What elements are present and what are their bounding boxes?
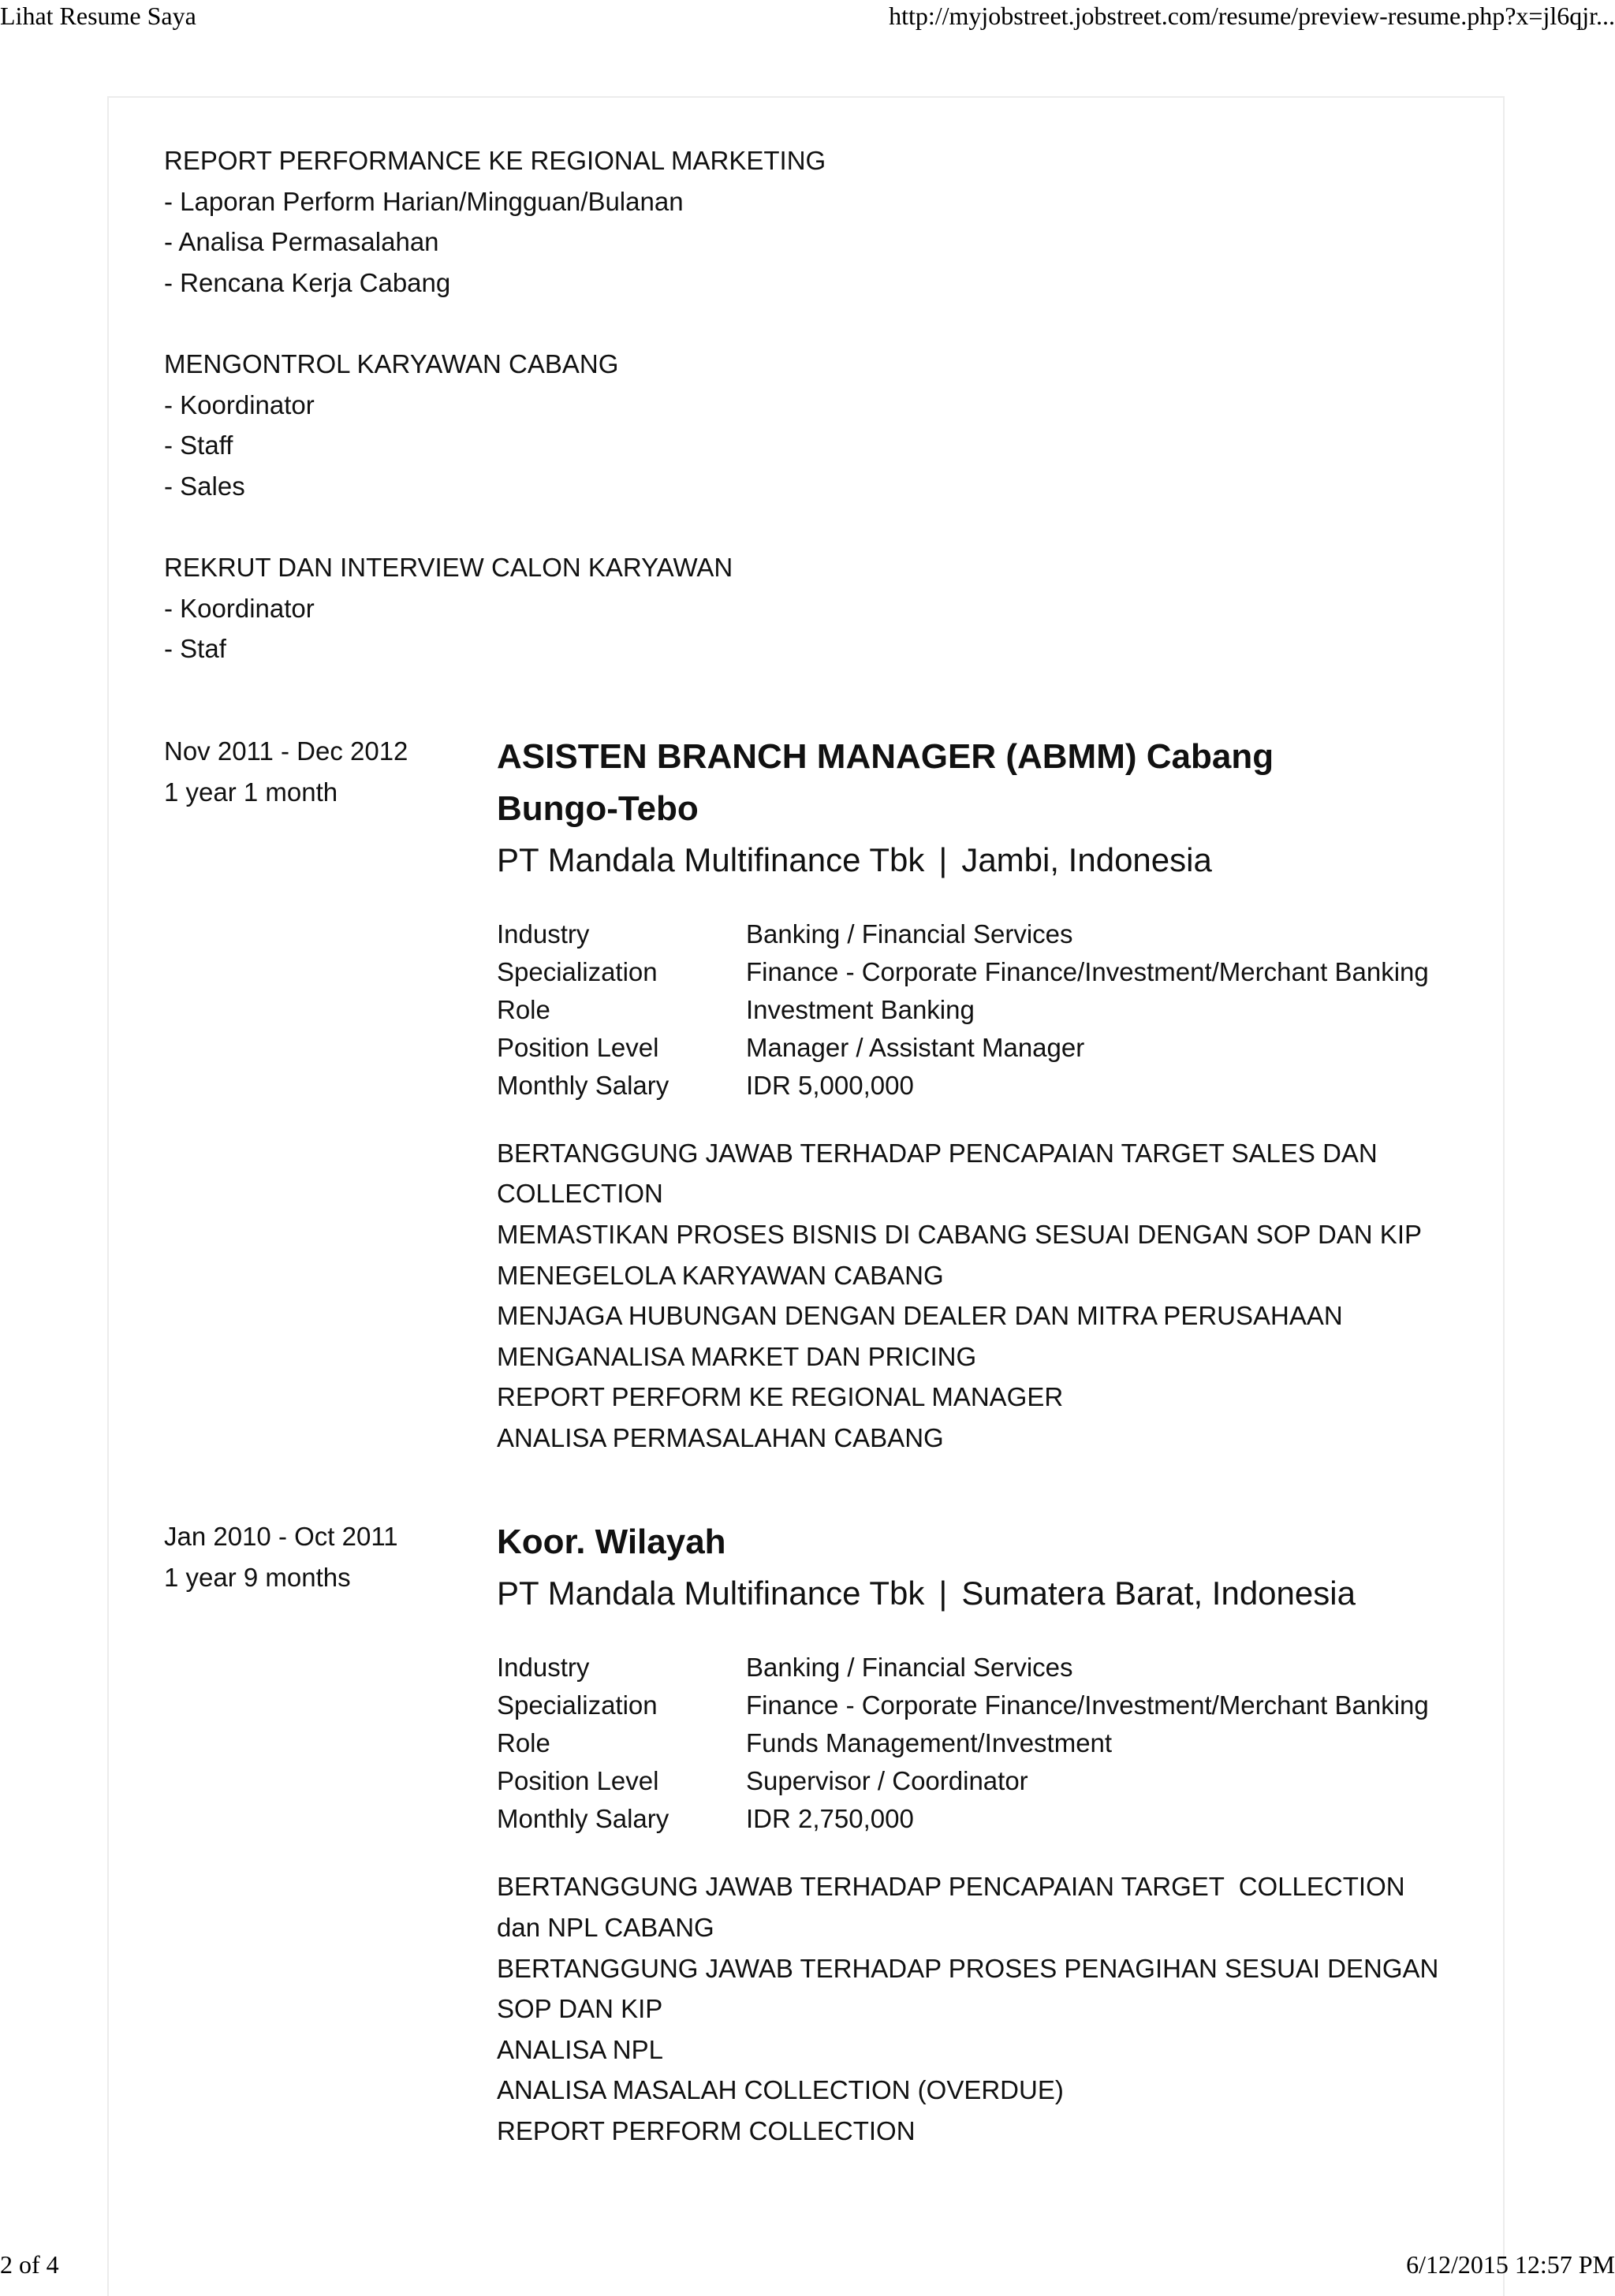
job-location: Jambi, Indonesia [961, 840, 1212, 878]
print-footer [0, 2249, 1615, 2283]
description-line: dan NPL CABANG [497, 1913, 714, 1943]
job-location: Sumatera Barat, Indonesia [961, 1575, 1356, 1612]
attr-row-monthly-salary [497, 1800, 1429, 1838]
job-dates [164, 1516, 479, 1598]
job-details [497, 1516, 1457, 2151]
company-name: PT Mandala Multifinance Tbk [497, 1575, 925, 1612]
page-title: Lihat Resume Saya [0, 2, 196, 30]
job-description [497, 1866, 1457, 2151]
job-dates [164, 731, 479, 813]
description-line: BERTANGGUNG JAWAB TERHADAP PENCAPAIAN TARGET COLLECTION [497, 1872, 1405, 1902]
job-entry [164, 1516, 1457, 2151]
attr-row-specialization [497, 1687, 1429, 1724]
attr-row-role [497, 991, 1429, 1029]
print-header [0, 0, 1615, 35]
job-title [497, 731, 1457, 835]
responsibility-block [164, 140, 1457, 303]
description-line: REPORT PERFORM COLLECTION [497, 2116, 916, 2146]
list-item: - Sales [164, 471, 245, 501]
job-title-line: Koor. Wilayah [497, 1523, 726, 1562]
description-line: MEMASTIKAN PROSES BISNIS DI CABANG SESUAI DENGAN SOP DAN KIP [497, 1219, 1422, 1249]
job-period: Nov 2011 - Dec 2012 [164, 736, 408, 766]
separator: | [938, 1575, 948, 1612]
description-line: MENJAGA HUBUNGAN DENGAN DEALER DAN MITRA PERUSAHAAN [497, 1301, 1343, 1331]
attr-value: Investment Banking [746, 994, 975, 1024]
resume-content [164, 140, 1457, 2152]
attr-value: IDR 5,000,000 [746, 1070, 914, 1100]
block-heading: REPORT PERFORMANCE KE REGIONAL MARKETING [164, 146, 826, 175]
attr-value: IDR 2,750,000 [746, 1804, 914, 1834]
description-line: BERTANGGUNG JAWAB TERHADAP PROSES PENAGIHAN SESUAI DENGAN [497, 1953, 1439, 1983]
responsibility-block [164, 547, 1457, 669]
description-line: ANALISA NPL [497, 2034, 663, 2064]
attr-label: Industry [497, 919, 590, 949]
page-indicator: 2 of 4 [0, 2250, 59, 2279]
attr-value: Supervisor / Coordinator [746, 1766, 1028, 1796]
attr-label: Position Level [497, 1766, 659, 1796]
list-item: - Staff [164, 430, 233, 460]
attr-value: Banking / Financial Services [746, 1653, 1073, 1683]
description-line: COLLECTION [497, 1179, 663, 1209]
attr-row-specialization [497, 953, 1429, 991]
description-line: ANALISA MASALAH COLLECTION (OVERDUE) [497, 2075, 1064, 2105]
job-attributes [497, 1649, 1429, 1838]
attr-row-position-level [497, 1029, 1429, 1067]
job-duration: 1 year 1 month [164, 777, 338, 807]
job-details [497, 731, 1457, 1459]
responsibility-block [164, 344, 1457, 506]
list-item: - Rencana Kerja Cabang [164, 267, 451, 297]
page-url[interactable]: http://myjobstreet.jobstreet.com/resume/preview-resume.php?x=jl6qjr... [889, 2, 1615, 30]
description-line: SOP DAN KIP [497, 1994, 663, 2024]
separator: | [938, 840, 948, 878]
list-item: - Staf [164, 634, 226, 664]
job-company-location [497, 835, 1457, 885]
list-item: - Koordinator [164, 593, 315, 623]
job-entry [164, 731, 1457, 1459]
job-company-location [497, 1568, 1457, 1619]
print-datetime: 6/12/2015 12:57 PM [1406, 2250, 1615, 2279]
list-item: - Koordinator [164, 390, 315, 419]
attr-value: Finance - Corporate Finance/Investment/Merchant Banking [746, 1690, 1429, 1720]
description-line: REPORT PERFORM KE REGIONAL MANAGER [497, 1382, 1064, 1412]
attr-label: Role [497, 1728, 550, 1758]
attr-value: Finance - Corporate Finance/Investment/Merchant Banking [746, 956, 1429, 986]
attr-label: Specialization [497, 1690, 658, 1720]
attr-label: Monthly Salary [497, 1070, 669, 1100]
description-line: BERTANGGUNG JAWAB TERHADAP PENCAPAIAN TARGET SALES DAN [497, 1138, 1378, 1168]
job-title [497, 1516, 1457, 1568]
attr-row-position-level [497, 1762, 1429, 1800]
job-duration: 1 year 9 months [164, 1563, 351, 1593]
attr-row-role [497, 1724, 1429, 1762]
job-title-line: ASISTEN BRANCH MANAGER (ABMM) Cabang [497, 736, 1274, 776]
attr-row-industry [497, 915, 1429, 953]
attr-label: Monthly Salary [497, 1804, 669, 1834]
attr-value: Funds Management/Investment [746, 1728, 1113, 1758]
list-item: - Analisa Permasalahan [164, 227, 439, 257]
job-description [497, 1133, 1457, 1459]
attr-label: Position Level [497, 1032, 659, 1062]
attr-value: Banking / Financial Services [746, 919, 1073, 949]
description-line: ANALISA PERMASALAHAN CABANG [497, 1422, 944, 1452]
block-heading: MENGONTROL KARYAWAN CABANG [164, 348, 619, 378]
attr-label: Role [497, 994, 550, 1024]
block-heading: REKRUT DAN INTERVIEW CALON KARYAWAN [164, 552, 733, 582]
description-line: MENEGELOLA KARYAWAN CABANG [497, 1260, 944, 1290]
job-period: Jan 2010 - Oct 2011 [164, 1522, 398, 1552]
attr-label: Industry [497, 1653, 590, 1683]
job-title-line: Bungo-Tebo [497, 788, 699, 828]
description-line: MENGANALISA MARKET DAN PRICING [497, 1341, 977, 1371]
attr-row-industry [497, 1649, 1429, 1687]
attr-label: Specialization [497, 956, 658, 986]
attr-row-monthly-salary [497, 1067, 1429, 1105]
list-item: - Laporan Perform Harian/Mingguan/Bulanan [164, 186, 684, 216]
company-name: PT Mandala Multifinance Tbk [497, 840, 925, 878]
attr-value: Manager / Assistant Manager [746, 1032, 1085, 1062]
job-attributes [497, 915, 1429, 1105]
